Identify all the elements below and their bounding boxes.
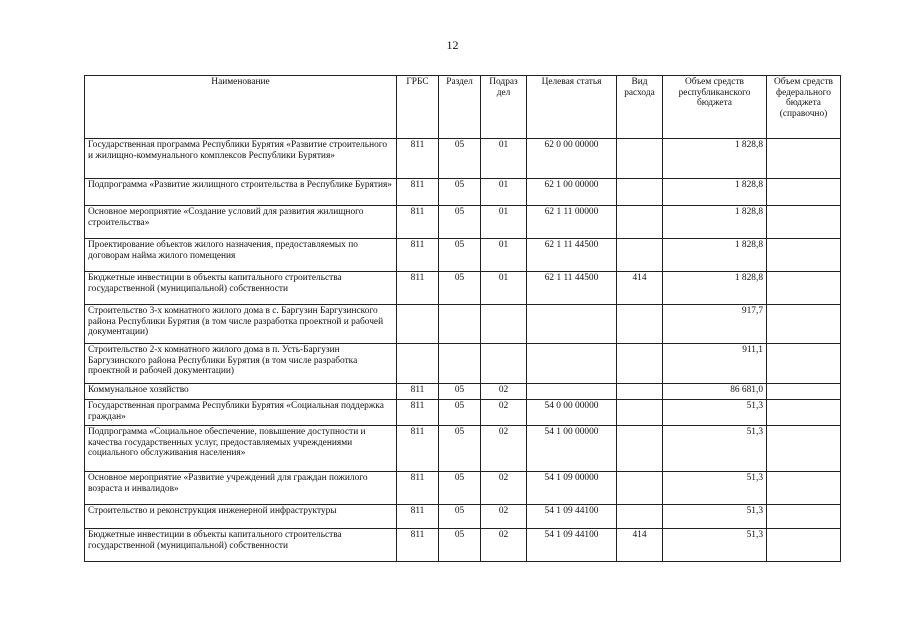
cell-target-article: 62 1 11 44500 <box>527 272 617 305</box>
cell-republic-budget: 917,7 <box>663 305 767 344</box>
cell-federal-budget <box>767 239 841 272</box>
cell-republic-budget: 51,3 <box>663 426 767 472</box>
cell-republic-budget: 1 828,8 <box>663 239 767 272</box>
cell-grbs: 811 <box>397 505 439 529</box>
cell-grbs: 811 <box>397 179 439 206</box>
table-row <box>85 344 841 384</box>
cell-expense-type <box>617 505 663 529</box>
cell-federal-budget <box>767 305 841 344</box>
cell-expense-type <box>617 472 663 505</box>
cell-expense-type <box>617 384 663 400</box>
cell-podrazdel: 01 <box>481 206 527 239</box>
cell-podrazdel: 01 <box>481 272 527 305</box>
table-row <box>85 239 841 272</box>
cell-expense-type <box>617 179 663 206</box>
cell-name: Основное мероприятие «Развитие учреждений для граждан пожилого возраста и инвалидов» <box>85 472 397 505</box>
cell-target-article: 62 1 11 44500 <box>527 239 617 272</box>
cell-razdel: 05 <box>439 384 481 400</box>
cell-grbs <box>397 344 439 384</box>
cell-federal-budget <box>767 529 841 562</box>
cell-name: Проектирование объектов жилого назначения, предоставляемых по договорам найма жилого помещения <box>85 239 397 272</box>
table-row <box>85 529 841 562</box>
table-row <box>85 472 841 505</box>
header-target-article: Целевая статья <box>527 76 617 139</box>
cell-expense-type <box>617 400 663 426</box>
cell-grbs: 811 <box>397 206 439 239</box>
cell-federal-budget <box>767 426 841 472</box>
cell-grbs: 811 <box>397 139 439 179</box>
cell-grbs: 811 <box>397 384 439 400</box>
cell-name: Строительство 3-х комнатного жилого дома в с. Баргузин Баргузинского района Республики Бурятия (в том числе разработка проектной и рабочей документации) <box>85 305 397 344</box>
header-expense-type: Вид расхода <box>617 76 663 139</box>
cell-podrazdel: 01 <box>481 139 527 179</box>
cell-target-article: 54 1 09 44100 <box>527 505 617 529</box>
cell-name: Бюджетные инвестиции в объекты капитального строительства государственной (муниципальной) собственности <box>85 529 397 562</box>
cell-federal-budget <box>767 139 841 179</box>
cell-federal-budget <box>767 272 841 305</box>
cell-name: Государственная программа Республики Бурятия «Развитие строительного и жилищно-коммунального комплексов Республики Бурятия» <box>85 139 397 179</box>
cell-target-article: 62 1 00 00000 <box>527 179 617 206</box>
table-row <box>85 426 841 472</box>
table-row <box>85 139 841 179</box>
cell-target-article: 62 0 00 00000 <box>527 139 617 179</box>
cell-podrazdel: 02 <box>481 400 527 426</box>
cell-podrazdel: 02 <box>481 384 527 400</box>
cell-grbs: 811 <box>397 472 439 505</box>
cell-razdel: 05 <box>439 529 481 562</box>
cell-name: Строительство 2-х комнатного жилого дома в п. Усть-Баргузин Баргузинского района Республики Бурятия (в том числе разработка проектной и рабочей документации) <box>85 344 397 384</box>
cell-target-article <box>527 344 617 384</box>
table-row <box>85 206 841 239</box>
cell-republic-budget: 1 828,8 <box>663 206 767 239</box>
cell-name: Коммунальное хозяйство <box>85 384 397 400</box>
table-body <box>85 139 841 562</box>
cell-federal-budget <box>767 206 841 239</box>
header-podrazdel: Подраз дел <box>481 76 527 139</box>
cell-expense-type <box>617 344 663 384</box>
cell-razdel: 05 <box>439 400 481 426</box>
cell-name: Государственная программа Республики Бурятия «Социальная поддержка граждан» <box>85 400 397 426</box>
header-razdel: Раздел <box>439 76 481 139</box>
cell-republic-budget: 51,3 <box>663 472 767 505</box>
table-row <box>85 505 841 529</box>
cell-republic-budget: 86 681,0 <box>663 384 767 400</box>
cell-razdel <box>439 305 481 344</box>
cell-federal-budget <box>767 384 841 400</box>
cell-expense-type: 414 <box>617 272 663 305</box>
cell-grbs: 811 <box>397 529 439 562</box>
cell-razdel: 05 <box>439 179 481 206</box>
cell-federal-budget <box>767 179 841 206</box>
budget-table <box>84 75 841 562</box>
cell-republic-budget: 51,3 <box>663 529 767 562</box>
cell-razdel <box>439 344 481 384</box>
table-row <box>85 272 841 305</box>
cell-grbs: 811 <box>397 426 439 472</box>
table-row <box>85 179 841 206</box>
cell-federal-budget <box>767 505 841 529</box>
cell-republic-budget: 51,3 <box>663 400 767 426</box>
cell-name: Подпрограмма «Социальное обеспечение, повышение доступности и качества государственных услуг, предоставляемых учреждениями социального обслуживания населения» <box>85 426 397 472</box>
cell-expense-type: 414 <box>617 529 663 562</box>
cell-federal-budget <box>767 344 841 384</box>
cell-target-article: 62 1 11 00000 <box>527 206 617 239</box>
header-federal-budget: Объем средств федерального бюджета (справочно) <box>767 76 841 139</box>
cell-republic-budget: 1 828,8 <box>663 139 767 179</box>
cell-razdel: 05 <box>439 472 481 505</box>
cell-target-article <box>527 305 617 344</box>
cell-podrazdel: 01 <box>481 179 527 206</box>
cell-federal-budget <box>767 472 841 505</box>
cell-federal-budget <box>767 400 841 426</box>
cell-republic-budget: 51,3 <box>663 505 767 529</box>
cell-name: Бюджетные инвестиции в объекты капитального строительства государственной (муниципальной) собственности <box>85 272 397 305</box>
cell-name: Основное мероприятие «Создание условий для развития жилищного строительства» <box>85 206 397 239</box>
cell-expense-type <box>617 305 663 344</box>
cell-grbs: 811 <box>397 400 439 426</box>
cell-expense-type <box>617 426 663 472</box>
cell-podrazdel: 02 <box>481 426 527 472</box>
page-number: 12 <box>446 38 459 52</box>
cell-name: Строительство и реконструкция инженерной инфраструктуры <box>85 505 397 529</box>
header-republic-budget: Объем средств республиканского бюджета <box>663 76 767 139</box>
cell-razdel: 05 <box>439 426 481 472</box>
cell-target-article: 54 0 00 00000 <box>527 400 617 426</box>
cell-grbs <box>397 305 439 344</box>
cell-podrazdel: 01 <box>481 239 527 272</box>
cell-expense-type <box>617 239 663 272</box>
cell-podrazdel <box>481 305 527 344</box>
cell-republic-budget: 1 828,8 <box>663 272 767 305</box>
cell-target-article: 54 1 00 00000 <box>527 426 617 472</box>
cell-razdel: 05 <box>439 206 481 239</box>
cell-podrazdel: 02 <box>481 505 527 529</box>
table-row <box>85 305 841 344</box>
cell-expense-type <box>617 139 663 179</box>
cell-republic-budget: 911,1 <box>663 344 767 384</box>
cell-expense-type <box>617 206 663 239</box>
cell-name: Подпрограмма «Развитие жилищного строительства в Республике Бурятия» <box>85 179 397 206</box>
table-row <box>85 400 841 426</box>
header-grbs: ГРБС <box>397 76 439 139</box>
header-name: Наименование <box>85 76 397 139</box>
table-row <box>85 384 841 400</box>
cell-razdel: 05 <box>439 272 481 305</box>
cell-razdel: 05 <box>439 505 481 529</box>
cell-podrazdel: 02 <box>481 472 527 505</box>
header-row <box>85 76 841 139</box>
cell-grbs: 811 <box>397 239 439 272</box>
cell-target-article: 54 1 09 44100 <box>527 529 617 562</box>
cell-grbs: 811 <box>397 272 439 305</box>
cell-republic-budget: 1 828,8 <box>663 179 767 206</box>
cell-target-article: 54 1 09 00000 <box>527 472 617 505</box>
cell-razdel: 05 <box>439 239 481 272</box>
cell-target-article <box>527 384 617 400</box>
cell-razdel: 05 <box>439 139 481 179</box>
cell-podrazdel <box>481 344 527 384</box>
cell-podrazdel: 02 <box>481 529 527 562</box>
